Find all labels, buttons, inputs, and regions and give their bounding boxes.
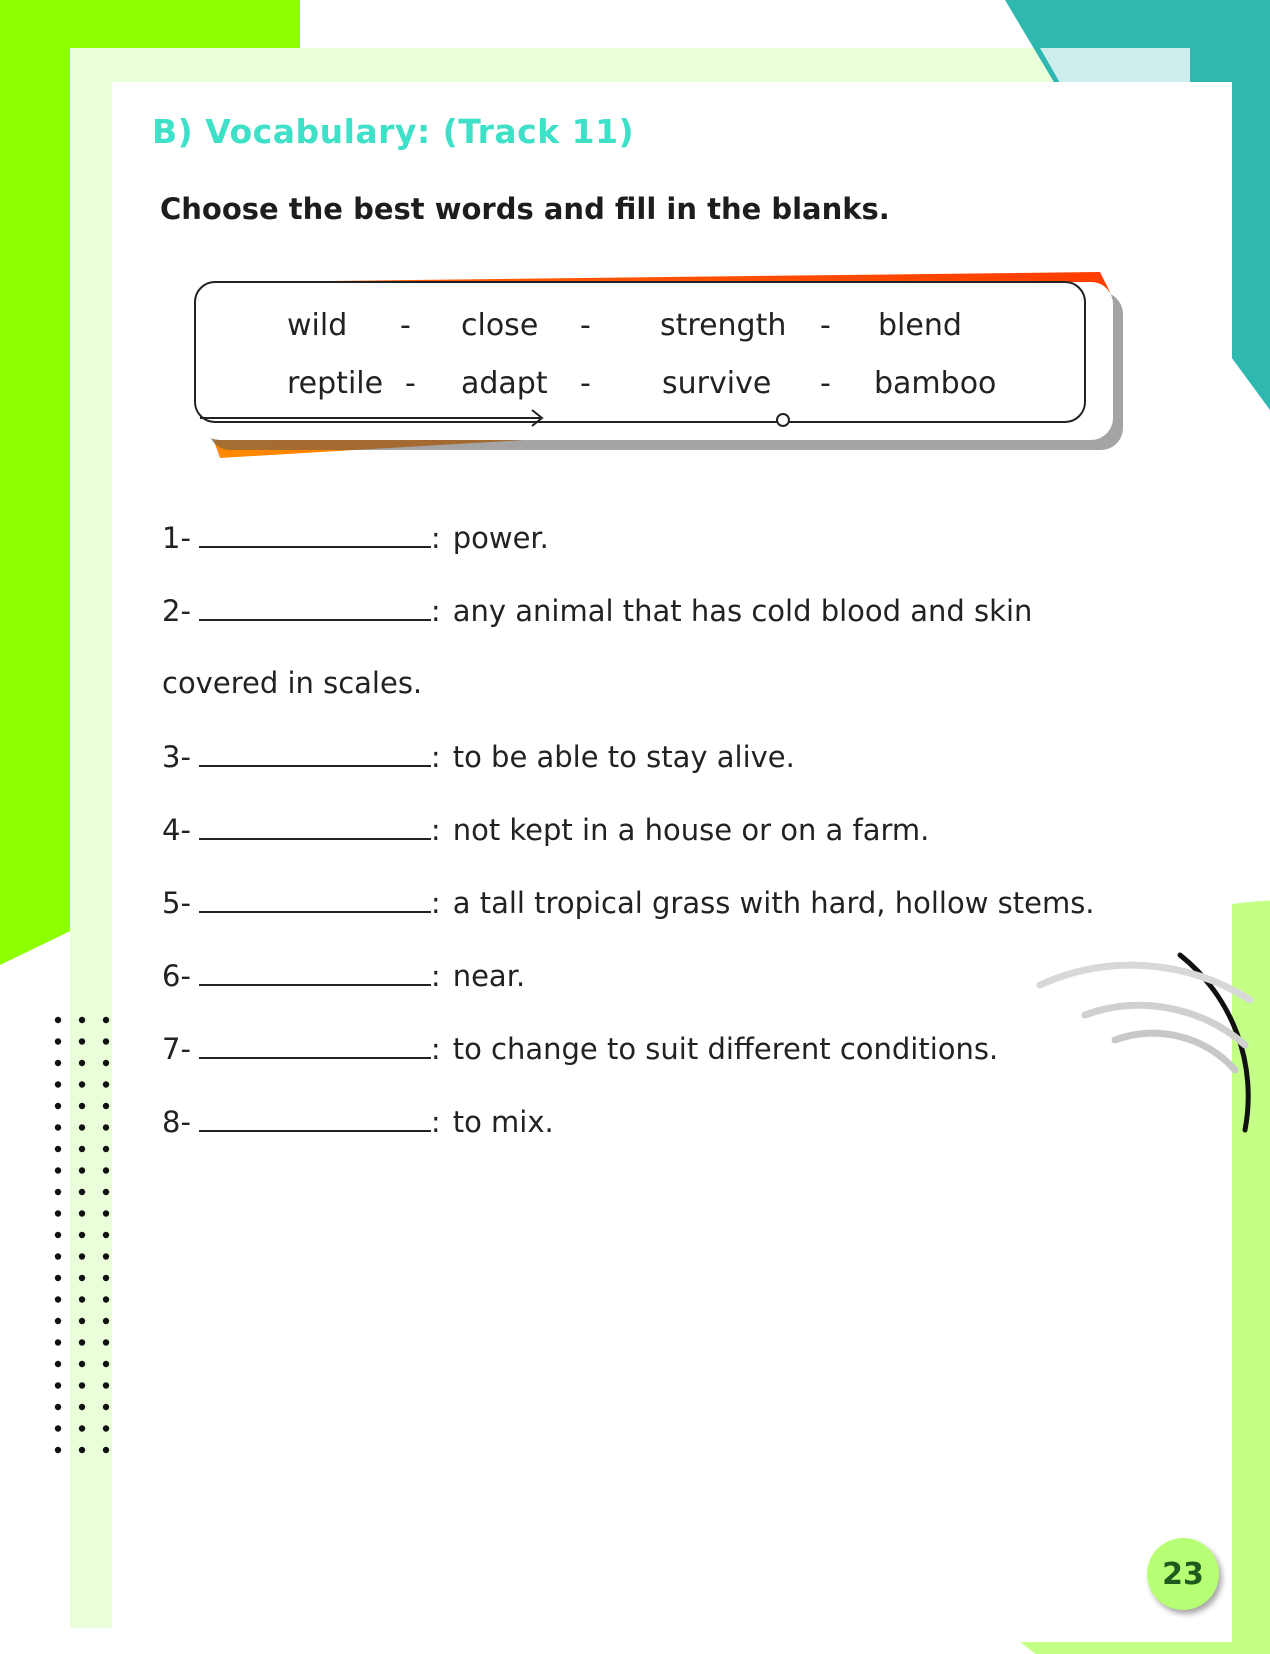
word-separator: - — [400, 308, 411, 343]
decor-dot — [103, 1382, 109, 1388]
answer-blank[interactable] — [199, 1104, 431, 1132]
decor-dot — [55, 1232, 61, 1238]
decor-dot — [103, 1060, 109, 1066]
answer-blank[interactable] — [199, 958, 431, 986]
item-number: 6- — [162, 959, 191, 993]
answer-blank[interactable] — [199, 812, 431, 840]
section-heading: B) Vocabulary: (Track 11) — [152, 112, 635, 151]
decor-dot — [55, 1189, 61, 1195]
word-separator: - — [580, 308, 591, 343]
decor-dot — [103, 1425, 109, 1431]
decor-dot — [103, 1081, 109, 1087]
decor-dot — [55, 1447, 61, 1453]
decor-dot — [79, 1081, 85, 1087]
page-number-badge: 23 — [1147, 1538, 1219, 1610]
decor-dot — [55, 1361, 61, 1367]
item-colon: : — [430, 594, 441, 628]
decor-dot — [55, 1253, 61, 1259]
answer-blank[interactable] — [199, 520, 431, 548]
decor-dot — [103, 1275, 109, 1281]
decor-dot — [103, 1296, 109, 1302]
decor-dot — [55, 1275, 61, 1281]
decor-dot — [55, 1425, 61, 1431]
decor-dot — [79, 1124, 85, 1130]
word-survive: survive — [662, 366, 772, 401]
decor-dot — [103, 1103, 109, 1109]
word-reptile: reptile — [287, 366, 384, 401]
answer-blank[interactable] — [199, 1031, 431, 1059]
decor-dot — [55, 1339, 61, 1345]
item-definition: to be able to stay alive. — [452, 740, 795, 774]
decor-dot — [79, 1382, 85, 1388]
decor-dot — [55, 1210, 61, 1216]
exercise-item-4 — [162, 812, 929, 847]
decor-dot — [103, 1124, 109, 1130]
gray-arc-middle — [1085, 1005, 1245, 1045]
item-colon: : — [430, 740, 441, 774]
decor-dot — [103, 1447, 109, 1453]
decor-dot — [79, 1318, 85, 1324]
decor-dot — [79, 1447, 85, 1453]
decor-dot — [55, 1103, 61, 1109]
exercise-item-2 — [162, 593, 1032, 628]
decor-dot — [79, 1232, 85, 1238]
item-number: 3- — [162, 740, 191, 774]
decor-dot — [55, 1404, 61, 1410]
decor-dot — [79, 1275, 85, 1281]
instruction-text: Choose the best words and fill in the blanks. — [160, 192, 890, 226]
decor-dot — [103, 1232, 109, 1238]
item-number: 8- — [162, 1105, 191, 1139]
decor-dot — [79, 1210, 85, 1216]
decor-dot — [55, 1038, 61, 1044]
item-definition-continuation: covered in scales. — [162, 666, 423, 700]
item-number: 1- — [162, 521, 191, 555]
word-bank — [200, 290, 1060, 420]
item-definition: any animal that has cold blood and skin — [452, 594, 1033, 628]
decor-dot — [103, 1253, 109, 1259]
word-separator: - — [405, 366, 416, 401]
decor-dot — [79, 1296, 85, 1302]
word-adapt: adapt — [461, 366, 548, 401]
item-colon: : — [430, 886, 441, 920]
decor-dot — [79, 1038, 85, 1044]
decor-dot — [55, 1318, 61, 1324]
answer-blank[interactable] — [199, 885, 431, 913]
exercise-item-6 — [162, 958, 525, 993]
item-definition: near. — [452, 959, 526, 993]
decor-dot — [55, 1124, 61, 1130]
exercise-item-7 — [162, 1031, 998, 1066]
word-bamboo: bamboo — [874, 366, 997, 401]
item-colon: : — [430, 1032, 441, 1066]
decor-dot — [55, 1060, 61, 1066]
decor-dot — [79, 1017, 85, 1023]
item-colon: : — [430, 1105, 441, 1139]
gray-arc-inner — [1115, 1033, 1235, 1070]
item-colon: : — [430, 813, 441, 847]
item-definition: to mix. — [452, 1105, 554, 1139]
word-strength: strength — [660, 308, 787, 343]
decor-dot — [55, 1296, 61, 1302]
decor-dot — [55, 1017, 61, 1023]
item-definition: not kept in a house or on a farm. — [452, 813, 930, 847]
decor-dot — [103, 1017, 109, 1023]
decor-dot — [103, 1210, 109, 1216]
decor-dot — [79, 1425, 85, 1431]
decor-dot — [103, 1361, 109, 1367]
item-number: 5- — [162, 886, 191, 920]
decor-dot — [79, 1361, 85, 1367]
decor-dot — [55, 1081, 61, 1087]
decor-dot — [79, 1103, 85, 1109]
decor-dot — [55, 1146, 61, 1152]
item-colon: : — [430, 521, 441, 555]
decor-dot — [79, 1060, 85, 1066]
exercise-item-8 — [162, 1104, 554, 1139]
word-close: close — [461, 308, 539, 343]
decor-dot — [103, 1404, 109, 1410]
decor-dot — [103, 1038, 109, 1044]
decor-dot — [103, 1189, 109, 1195]
answer-blank[interactable] — [199, 593, 431, 621]
dot-grid-decoration — [52, 1014, 116, 1474]
decor-dot — [55, 1382, 61, 1388]
word-separator: - — [820, 366, 831, 401]
decor-dot — [79, 1146, 85, 1152]
word-blend: blend — [878, 308, 962, 343]
word-wild: wild — [287, 308, 348, 343]
item-colon: : — [430, 959, 441, 993]
item-definition: to change to suit different conditions. — [452, 1032, 999, 1066]
decor-dot — [103, 1146, 109, 1152]
exercise-item-5 — [162, 885, 1095, 920]
item-definition: power. — [452, 521, 549, 555]
decor-dot — [55, 1167, 61, 1173]
item-number: 2- — [162, 594, 191, 628]
word-separator: - — [580, 366, 591, 401]
decor-dot — [103, 1167, 109, 1173]
word-separator: - — [820, 308, 831, 343]
decor-dot — [79, 1339, 85, 1345]
item-number: 4- — [162, 813, 191, 847]
answer-blank[interactable] — [199, 739, 431, 767]
exercise-item-3 — [162, 739, 795, 774]
decor-dot — [103, 1339, 109, 1345]
decor-dot — [79, 1253, 85, 1259]
decor-dot — [103, 1318, 109, 1324]
exercise-item-1 — [162, 520, 549, 555]
item-definition: a tall tropical grass with hard, hollow stems. — [452, 886, 1095, 920]
item-number: 7- — [162, 1032, 191, 1066]
decor-dot — [79, 1404, 85, 1410]
decor-dot — [79, 1189, 85, 1195]
decor-dot — [79, 1167, 85, 1173]
